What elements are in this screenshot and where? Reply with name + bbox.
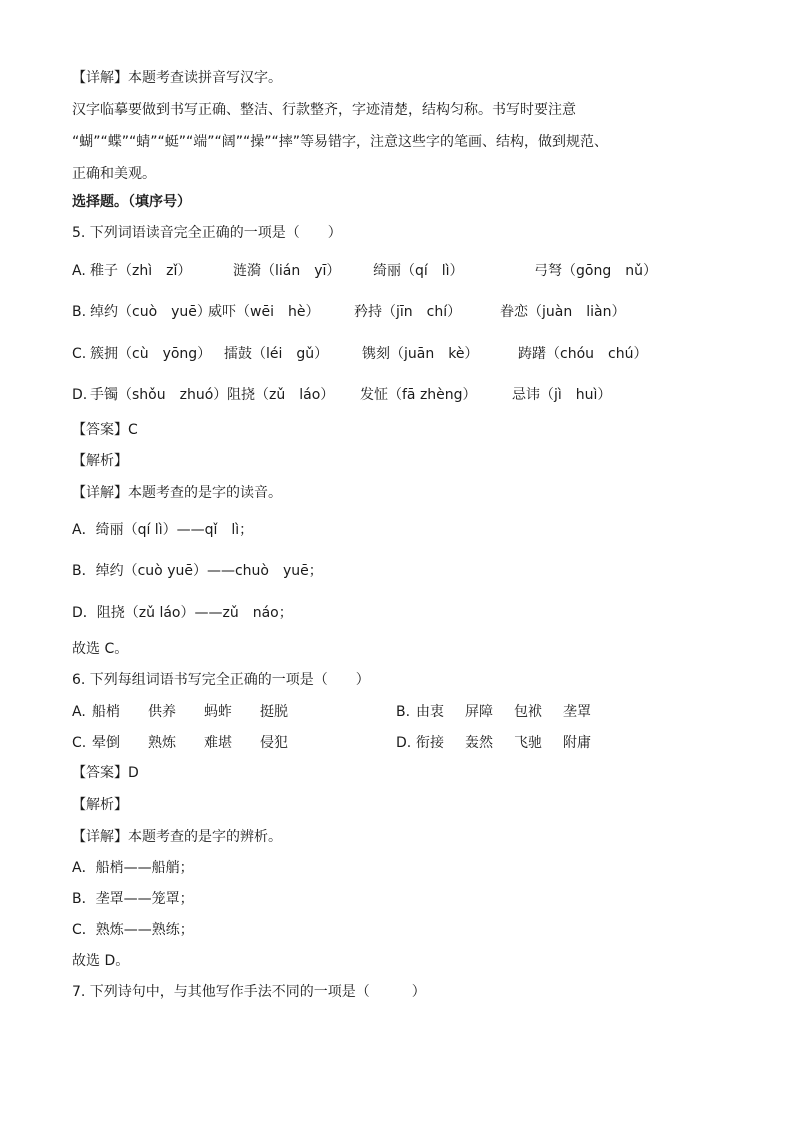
- q5-note: B．绰约（cuò yuē）——chuò yuē；: [72, 563, 323, 579]
- q6-option-item: 熟炼: [148, 735, 176, 751]
- q5-option-item: 踌躇（chóu chú）: [518, 346, 648, 362]
- q5-option-label: D.: [72, 387, 88, 403]
- q6-note: B．垄罩——笼罩；: [72, 891, 194, 907]
- q6-note: A．船梢——船艄；: [72, 860, 194, 876]
- q5-analysis-label: 【解析】: [72, 453, 128, 469]
- q6-option-item: 垄罩: [563, 704, 591, 720]
- q6-option-item: 由衷: [416, 704, 444, 720]
- q6-option-item: 蚂蚱: [204, 704, 232, 720]
- q5-detail: 【详解】本题考查的是字的读音。: [72, 485, 282, 501]
- q5-option-item: 威吓（wēi hè）: [208, 304, 320, 320]
- q5-option-item: 擂鼓（léi gǔ）: [224, 346, 329, 362]
- q5-option-label: B.: [72, 304, 87, 320]
- q5-option-item: 矜持（jīn chí）: [354, 304, 462, 320]
- q6-option-item: 晕倒: [92, 735, 120, 751]
- q6-option-item: 船梢: [92, 704, 120, 720]
- q6-option-item: 难堪: [204, 735, 232, 751]
- q5-option-item: 弓弩（gōng nǔ）: [534, 263, 657, 279]
- q5-option-item: 镌刻（juān kè）: [362, 346, 479, 362]
- q6-detail: 【详解】本题考查的是字的辨析。: [72, 829, 282, 845]
- q6-option-item: 包袱: [514, 704, 542, 720]
- q5-option-item: 发怔（fā zhèng）: [360, 387, 477, 403]
- q6-option-item: 轰然: [465, 735, 493, 751]
- q6-option-label: B.: [396, 704, 411, 720]
- intro-detail: 【详解】本题考查读拼音写汉字。: [72, 70, 282, 86]
- q5-option-item: 忌讳（jì huì）: [512, 387, 612, 403]
- intro-paragraph-1: 汉字临摹要做到书写正确、整洁、行款整齐，字迹清楚，结构匀称。书写时要注意: [72, 102, 576, 118]
- q6-analysis-label: 【解析】: [72, 797, 128, 813]
- q6-option-item: 衔接: [416, 735, 444, 751]
- q5-stem: 5. 下列词语读音完全正确的一项是（ ）: [72, 225, 342, 241]
- intro-paragraph-2: “蝴”“蝶”“蜻”“蜓”“端”“阔”“操”“摔”等易错字，注意这些字的笔画、结构，做到规范、: [72, 134, 609, 150]
- q6-option-item: 侵犯: [260, 735, 288, 751]
- q6-option-item: 附庸: [563, 735, 591, 751]
- q6-option-item: 供养: [148, 704, 176, 720]
- q6-note: C．熟炼——熟练；: [72, 922, 194, 938]
- q5-option-item: 阻挠（zǔ láo）: [227, 387, 335, 403]
- q5-note: A．绮丽（qí lì）——qǐ lì；: [72, 522, 254, 538]
- q6-option-label: C.: [72, 735, 87, 751]
- q6-stem: 6. 下列每组词语书写完全正确的一项是（ ）: [72, 672, 370, 688]
- q5-option-label: A.: [72, 263, 86, 279]
- q5-option-item: 簇拥（cù yōng）: [90, 346, 212, 362]
- q6-answer: 【答案】D: [72, 765, 139, 781]
- section-title: 选择题。（填序号）: [72, 194, 191, 210]
- q6-option-item: 屏障: [465, 704, 493, 720]
- q5-conclusion: 故选 C。: [72, 641, 129, 657]
- q5-option-item: 绰约（cuò yuē）: [90, 304, 211, 320]
- q6-option-item: 飞驰: [514, 735, 542, 751]
- q5-option-item: 手镯（shǒu zhuó）: [90, 387, 228, 403]
- q7-stem: 7. 下列诗句中，与其他写作手法不同的一项是（ ）: [72, 984, 426, 1000]
- q5-option-item: 绮丽（qí lì）: [373, 263, 464, 279]
- intro-paragraph-3: 正确和美观。: [72, 166, 156, 182]
- q5-option-item: 眷恋（juàn liàn）: [500, 304, 626, 320]
- q6-option-item: 挺脱: [260, 704, 288, 720]
- q5-option-item: 稚子（zhì zǐ）: [90, 263, 192, 279]
- q6-option-label: D.: [396, 735, 412, 751]
- q5-option-label: C.: [72, 346, 87, 362]
- q6-conclusion: 故选 D。: [72, 953, 130, 969]
- q5-note: D．阻挠（zǔ láo）——zǔ náo；: [72, 605, 293, 621]
- q5-answer: 【答案】C: [72, 422, 138, 438]
- q5-option-item: 涟漪（lián yī）: [233, 263, 341, 279]
- q6-option-label: A.: [72, 704, 86, 720]
